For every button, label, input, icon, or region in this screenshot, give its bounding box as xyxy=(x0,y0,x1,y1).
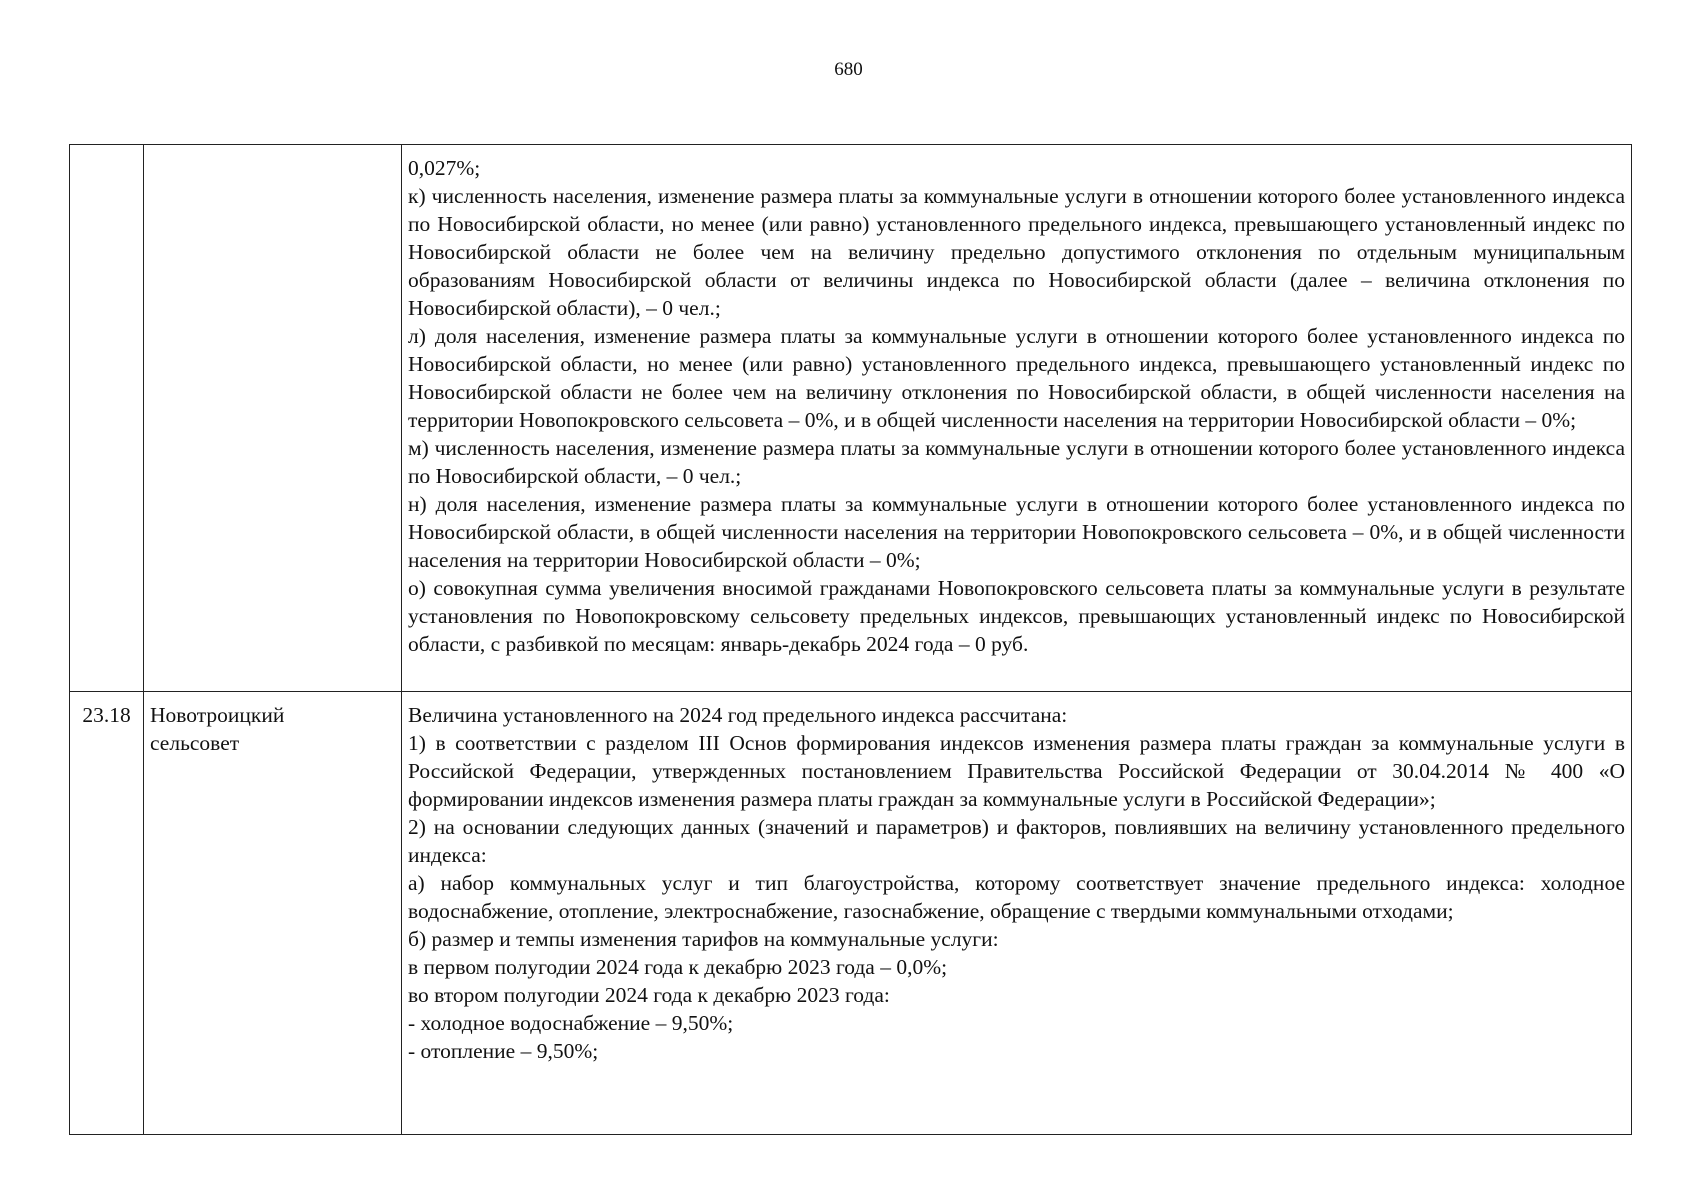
paragraph: 1) в соответствии с разделом III Основ формирования индексов изменения размера платы граждан за коммунальные услуги в Российской Федерации, утвержденных постановлением Правительства Российской Федерации от 30.04.2014 № 400 «О формировании индексов изменения размера платы граждан за коммунальные услуги в Российской Федерации»; xyxy=(408,731,1625,811)
municipality-name-cell xyxy=(144,145,402,692)
paragraph: б) размер и темпы изменения тарифов на коммунальные услуги: xyxy=(408,927,999,951)
paragraph: а) набор коммунальных услуг и тип благоустройства, которому соответствует значение предельного индекса: холодное водоснабжение, отопление, электроснабжение, газоснабжение, обращение с твердыми коммунальными отходами; xyxy=(408,871,1625,923)
document-table xyxy=(69,144,1632,1135)
description-cell xyxy=(402,145,1632,692)
description-cell xyxy=(402,692,1632,1135)
row-number-cell xyxy=(70,145,144,692)
paragraph: к) численность населения, изменение размера платы за коммунальные услуги в отношении которого более установленного индекса по Новосибирской области, но менее (или равно) установленного предельного индекса, превышающего установленный индекс по Новосибирской области не более чем на величину предельно допустимого отклонения по отдельным муниципальным образованиям Новосибирской области от величины индекса по Новосибирской области (далее – величина отклонения по Новосибирской области), – 0 чел.; xyxy=(408,184,1625,320)
paragraph: о) совокупная сумма увеличения вносимой гражданами Новопокровского сельсовета платы за коммунальные услуги в результате установления по Новопокровскому сельсовету предельных индексов, превышающих установленный индекс по Новосибирской области, с разбивкой по месяцам: январь-декабрь 2024 года – 0 руб. xyxy=(408,576,1625,656)
page-number: 680 xyxy=(834,59,863,80)
paragraph: м) численность населения, изменение размера платы за коммунальные услуги в отношении которого более установленного индекса по Новосибирской области, – 0 чел.; xyxy=(408,436,1625,488)
table-row xyxy=(70,145,1632,692)
municipality-name-cell xyxy=(144,692,402,1135)
paragraph: - отопление – 9,50%; xyxy=(408,1039,599,1063)
municipality-name-line: сельсовет xyxy=(150,731,240,755)
municipality-name-line: Новотроицкий xyxy=(150,703,285,727)
row-number-cell: 23.18 xyxy=(70,692,144,1135)
paragraph: - холодное водоснабжение – 9,50%; xyxy=(408,1011,734,1035)
paragraph: н) доля населения, изменение размера платы за коммунальные услуги в отношении которого более установленного индекса по Новосибирской области, в общей численности населения на территории Новопокровского сельсовета – 0%, и в общей численности населения на территории Новосибирской области – 0%; xyxy=(408,492,1625,572)
paragraph: л) доля населения, изменение размера платы за коммунальные услуги в отношении которого более установленного индекса по Новосибирской области, но менее (или равно) установленного предельного индекса, превышающего установленный индекс по Новосибирской области не более чем на величину отклонения по Новосибирской области, в общей численности населения на территории Новопокровского сельсовета – 0%, и в общей численности населения на территории Новосибирской области – 0%; xyxy=(408,324,1625,432)
table-row xyxy=(70,692,1632,1135)
paragraph: Величина установленного на 2024 год предельного индекса рассчитана: xyxy=(408,703,1068,727)
paragraph: 0,027%; xyxy=(408,156,481,180)
paragraph: в первом полугодии 2024 года к декабрю 2023 года – 0,0%; xyxy=(408,955,948,979)
paragraph: 2) на основании следующих данных (значений и параметров) и факторов, повлиявших на величину установленного предельного индекса: xyxy=(408,815,1625,867)
paragraph: во втором полугодии 2024 года к декабрю 2023 года: xyxy=(408,983,890,1007)
